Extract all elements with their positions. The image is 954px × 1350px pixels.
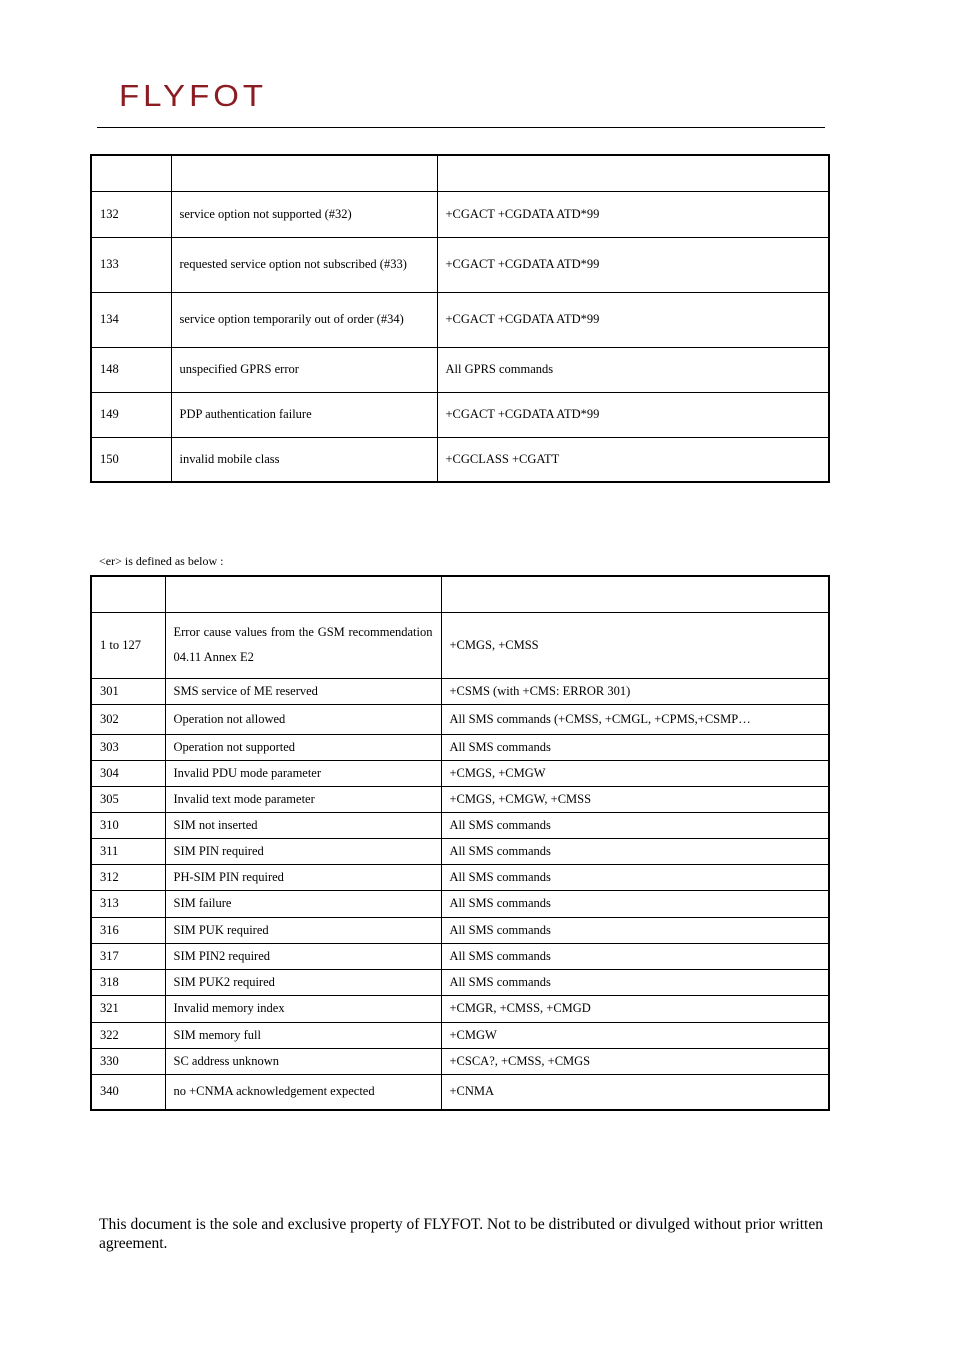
error-commands: All SMS commands (441, 917, 829, 943)
error-code: 330 (91, 1048, 165, 1074)
table-row (91, 392, 829, 437)
error-commands: All SMS commands (441, 969, 829, 995)
error-commands: All SMS commands (441, 734, 829, 760)
error-commands: +CGACT +CGDATA ATD*99 (437, 292, 829, 347)
error-meaning: Operation not allowed (165, 704, 441, 734)
table-row (91, 437, 829, 482)
table-row (91, 917, 829, 943)
error-commands: All SMS commands (441, 890, 829, 917)
sms-error-table (90, 575, 830, 1111)
table-row (91, 191, 829, 237)
error-meaning: SC address unknown (165, 1048, 441, 1074)
error-commands: All SMS commands (441, 812, 829, 838)
table-row (91, 760, 829, 786)
table-header-row (91, 155, 829, 191)
error-commands: All GPRS commands (437, 347, 829, 392)
error-meaning: SIM PIN2 required (165, 943, 441, 969)
error-meaning: Invalid text mode parameter (165, 786, 441, 812)
error-code: 305 (91, 786, 165, 812)
error-code: 302 (91, 704, 165, 734)
error-code: 313 (91, 890, 165, 917)
error-code: 317 (91, 943, 165, 969)
error-commands: +CGCLASS +CGATT (437, 437, 829, 482)
table-header-row (91, 576, 829, 612)
table-row (91, 786, 829, 812)
error-meaning: PH-SIM PIN required (165, 864, 441, 890)
table-row (91, 704, 829, 734)
error-code: 340 (91, 1074, 165, 1110)
error-meaning: Invalid PDU mode parameter (165, 760, 441, 786)
error-meaning: SIM memory full (165, 1022, 441, 1048)
error-commands: +CSCA?, +CMSS, +CMGS (441, 1048, 829, 1074)
error-commands: +CMGS, +CMGW (441, 760, 829, 786)
table-row (91, 347, 829, 392)
error-meaning: SIM PUK2 required (165, 969, 441, 995)
table-row (91, 995, 829, 1022)
table-row (91, 1074, 829, 1110)
error-commands: +CMGR, +CMSS, +CMGD (441, 995, 829, 1022)
error-code: 148 (91, 347, 171, 392)
error-meaning: SIM not inserted (165, 812, 441, 838)
error-code: 301 (91, 678, 165, 704)
error-code: 132 (91, 191, 171, 237)
table-row (91, 943, 829, 969)
error-code: 1 to 127 (91, 612, 165, 678)
header-cell (91, 576, 165, 612)
error-commands: All SMS commands (441, 864, 829, 890)
error-code: 303 (91, 734, 165, 760)
error-commands: All SMS commands (441, 838, 829, 864)
error-code: 318 (91, 969, 165, 995)
header-cell (91, 155, 171, 191)
error-code: 312 (91, 864, 165, 890)
gprs-error-table (90, 154, 830, 483)
error-code: 316 (91, 917, 165, 943)
table-row (91, 969, 829, 995)
error-commands: +CGACT +CGDATA ATD*99 (437, 191, 829, 237)
error-meaning: unspecified GPRS error (171, 347, 437, 392)
error-commands: +CGACT +CGDATA ATD*99 (437, 392, 829, 437)
table-row (91, 838, 829, 864)
er-definition-note: <er> is defined as below : (99, 554, 224, 568)
error-meaning: PDP authentication failure (171, 392, 437, 437)
error-commands: All SMS commands (441, 943, 829, 969)
error-code: 304 (91, 760, 165, 786)
table-row (91, 678, 829, 704)
error-meaning: Error cause values from the GSM recommendation 04.11 Annex E2 (165, 612, 441, 678)
error-commands: +CNMA (441, 1074, 829, 1110)
error-commands: +CGACT +CGDATA ATD*99 (437, 237, 829, 292)
error-commands: +CMGW (441, 1022, 829, 1048)
error-commands: +CMGS, +CMSS (441, 612, 829, 678)
header-cell (165, 576, 441, 612)
table-row (91, 812, 829, 838)
error-meaning: SIM PIN required (165, 838, 441, 864)
error-code: 133 (91, 237, 171, 292)
error-meaning: SIM failure (165, 890, 441, 917)
error-commands: All SMS commands (+CMSS, +CMGL, +CPMS,+CSMP… (441, 704, 829, 734)
error-code: 322 (91, 1022, 165, 1048)
error-meaning: no +CNMA acknowledgement expected (165, 1074, 441, 1110)
error-meaning: SIM PUK required (165, 917, 441, 943)
error-code: 150 (91, 437, 171, 482)
error-code: 310 (91, 812, 165, 838)
error-code: 149 (91, 392, 171, 437)
header-cell (437, 155, 829, 191)
error-commands: +CMGS, +CMGW, +CMSS (441, 786, 829, 812)
error-meaning: Operation not supported (165, 734, 441, 760)
error-meaning: invalid mobile class (171, 437, 437, 482)
error-code: 321 (91, 995, 165, 1022)
table-row (91, 864, 829, 890)
error-meaning: SMS service of ME reserved (165, 678, 441, 704)
table-row (91, 237, 829, 292)
header-divider (97, 127, 825, 128)
company-logo: FLYFOT (119, 78, 268, 113)
error-meaning: service option temporarily out of order (#34) (171, 292, 437, 347)
header-cell (441, 576, 829, 612)
error-meaning: Invalid memory index (165, 995, 441, 1022)
table-row (91, 1022, 829, 1048)
error-code: 311 (91, 838, 165, 864)
error-meaning: requested service option not subscribed (#33) (171, 237, 437, 292)
table-row (91, 612, 829, 678)
header-cell (171, 155, 437, 191)
table-row (91, 1048, 829, 1074)
table-row (91, 890, 829, 917)
error-meaning: service option not supported (#32) (171, 191, 437, 237)
table-row (91, 292, 829, 347)
error-code: 134 (91, 292, 171, 347)
error-commands: +CSMS (with +CMS: ERROR 301) (441, 678, 829, 704)
table-row (91, 734, 829, 760)
footer-disclaimer: This document is the sole and exclusive property of FLYFOT. Not to be distributed or divulged without prior written agreement. (99, 1216, 823, 1252)
